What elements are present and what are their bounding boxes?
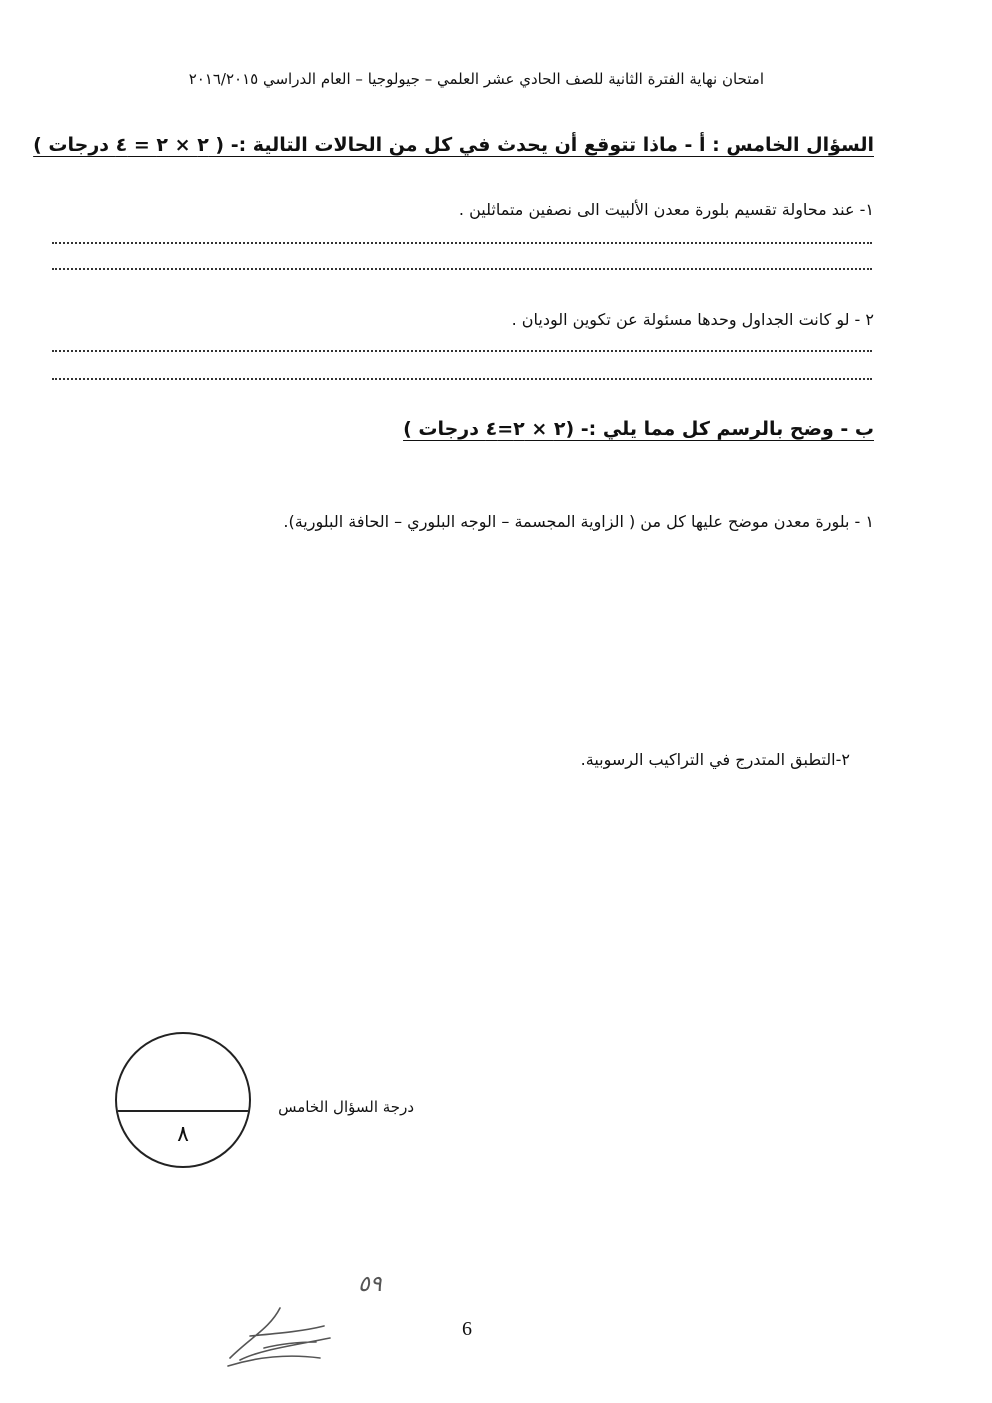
drawing-task-2: ٢-التطبق المتدرج في التراكيب الرسوبية. <box>580 750 850 769</box>
answer-line <box>52 268 872 270</box>
score-circle <box>115 1032 251 1168</box>
question-item-2: ٢ - لو كانت الجداول وحدها مسئولة عن تكوين الوديان . <box>511 310 874 329</box>
handwritten-note: ٥٩ <box>358 1272 382 1297</box>
question-item-1: ١- عند محاولة تقسيم بلورة معدن الألبيت الى نصفين متماثلين . <box>458 200 874 219</box>
question-5-part-b-title: ب - وضح بالرسم كل مما يلي :- (٢ × ٢=٤ درجات ) <box>403 418 874 440</box>
drawing-task-1: ١ - بلورة معدن موضح عليها كل من ( الزاوية المجسمة – الوجه البلوري – الحافة البلورية). <box>283 512 874 531</box>
score-label: درجة السؤال الخامس <box>278 1098 414 1116</box>
score-total: ٨ <box>177 1122 189 1147</box>
page-number: 6 <box>462 1318 472 1340</box>
question-5-part-a-title: السؤال الخامس : أ - ماذا تتوقع أن يحدث في كل من الحالات التالية :- ( ٢ × ٢ = ٤ درجات ) <box>33 134 874 156</box>
answer-line <box>52 242 872 244</box>
signature-mark <box>220 1298 340 1370</box>
score-divider <box>117 1110 249 1112</box>
answer-line <box>52 378 872 380</box>
answer-line <box>52 350 872 352</box>
exam-header: امتحان نهاية الفترة الثانية للصف الحادي عشر العلمي – جيولوجيا – العام الدراسي ٢٠١٦/٢٠١٥ <box>188 70 764 88</box>
